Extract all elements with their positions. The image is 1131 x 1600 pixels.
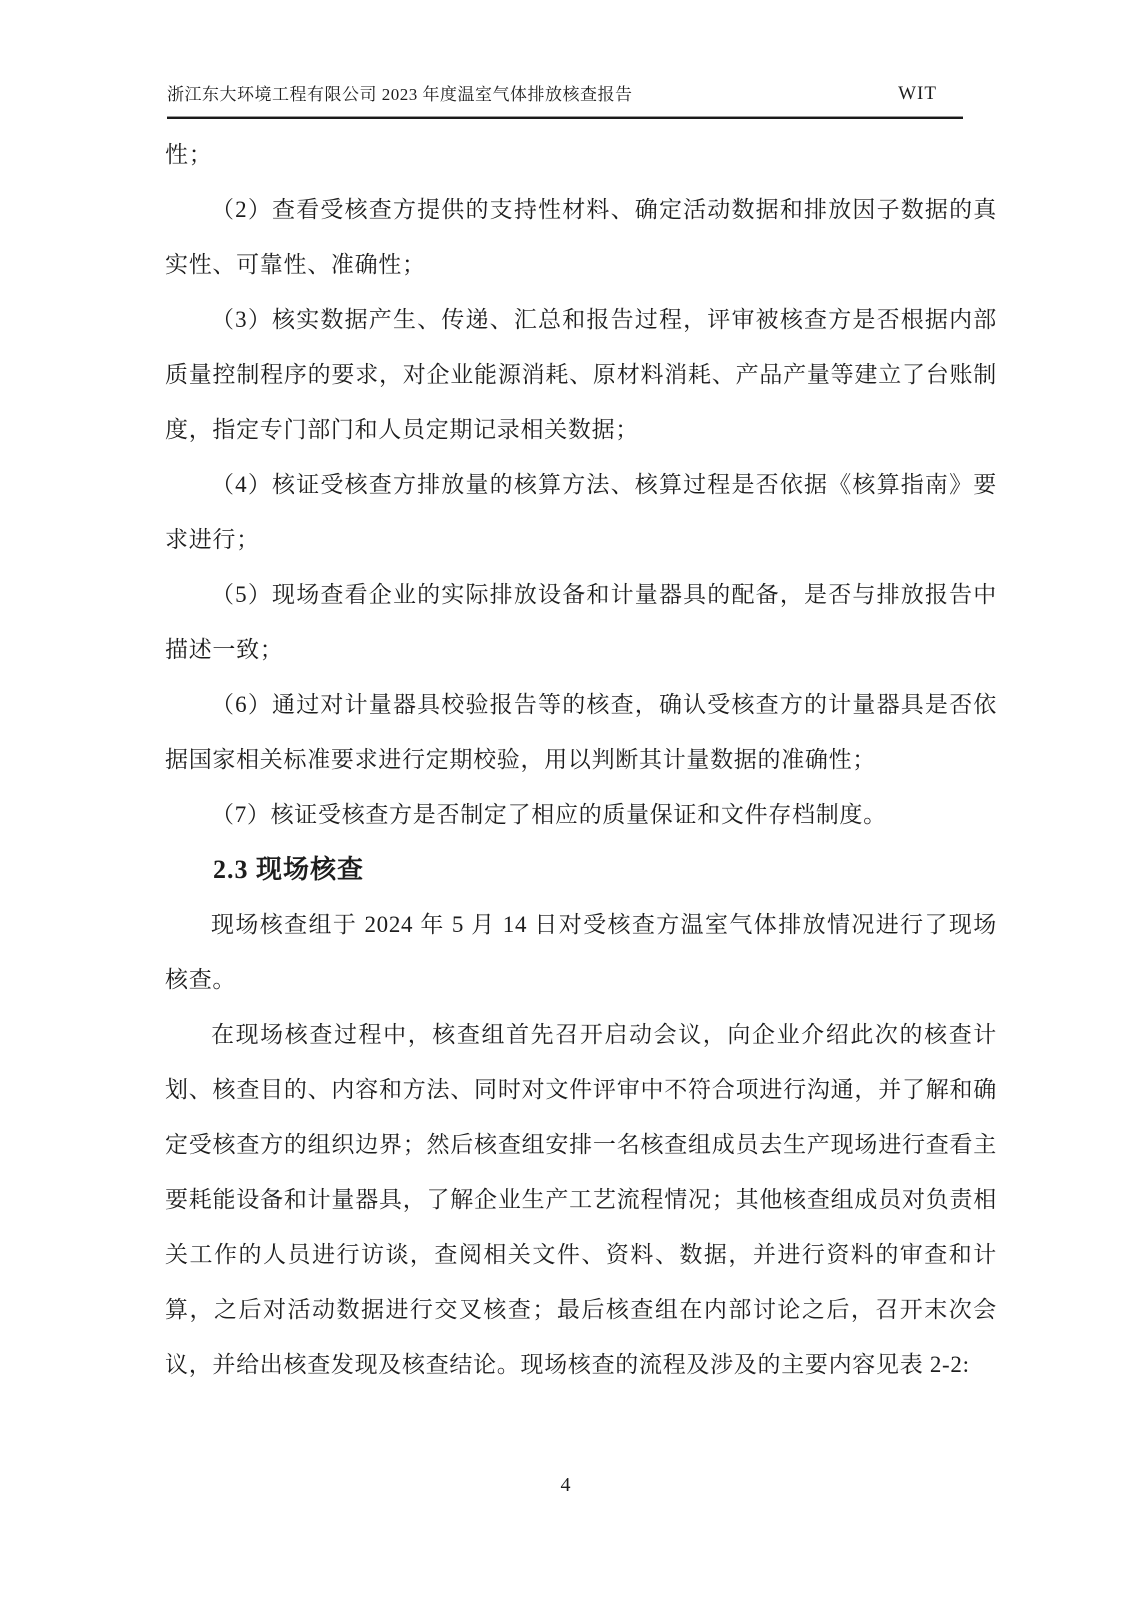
header-report-title: 浙江东大环境工程有限公司 2023 年度温室气体排放核查报告: [167, 85, 633, 104]
verification-step-5: （5）现场查看企业的实际排放设备和计量器具的配备，是否与排放报告中描述一致；: [165, 582, 997, 662]
document-body: [165, 127, 997, 1392]
verification-step-7: （7）核证受核查方是否制定了相应的质量保证和文件存档制度。: [211, 802, 887, 827]
page-footer: [0, 1474, 1131, 1497]
header-rule: [167, 116, 963, 119]
continuation-line: 性；: [165, 142, 213, 167]
verification-step-2: （2）查看受核查方提供的支持性材料、确定活动数据和排放因子数据的真实性、可靠性、准确性；: [165, 197, 997, 277]
page-number: 4: [560, 1474, 571, 1496]
verification-step-4: （4）核证受核查方排放量的核算方法、核算过程是否依据《核算指南》要求进行；: [165, 472, 997, 552]
verification-step-3: （3）核实数据产生、传递、汇总和报告过程，评审被核查方是否根据内部质量控制程序的要求，对企业能源消耗、原材料消耗、产品产量等建立了台账制度，指定专门部门和人员定期记录相关数据；: [165, 307, 997, 442]
header-wit-mark: WIT: [898, 83, 937, 104]
site-visit-paragraph-1: 现场核查组于 2024 年 5 月 14 日对受核查方温室气体排放情况进行了现场核查。: [165, 912, 997, 992]
page-header: [167, 80, 963, 105]
site-visit-paragraph-2: 在现场核查过程中，核查组首先召开启动会议，向企业介绍此次的核查计划、核查目的、内容和方法、同时对文件评审中不符合项进行沟通，并了解和确定受核查方的组织边界；然后核查组安排一名核查组成员去生产现场进行查看主要耗能设备和计量器具，了解企业生产工艺流程情况；其他核查组成员对负责相关工作的人员进行访谈，查阅相关文件、资料、数据，并进行资料的审查和计算，之后对活动数据进行交叉核查；最后核查组在内部讨论之后，召开末次会议，并给出核查发现及核查结论。现场核查的流程及涉及的主要内容见表 2-2:: [165, 1022, 997, 1377]
section-heading-2-3: 2.3 现场核查: [213, 855, 365, 884]
verification-step-6: （6）通过对计量器具校验报告等的核查，确认受核查方的计量器具是否依据国家相关标准要求进行定期校验，用以判断其计量数据的准确性；: [165, 692, 997, 772]
